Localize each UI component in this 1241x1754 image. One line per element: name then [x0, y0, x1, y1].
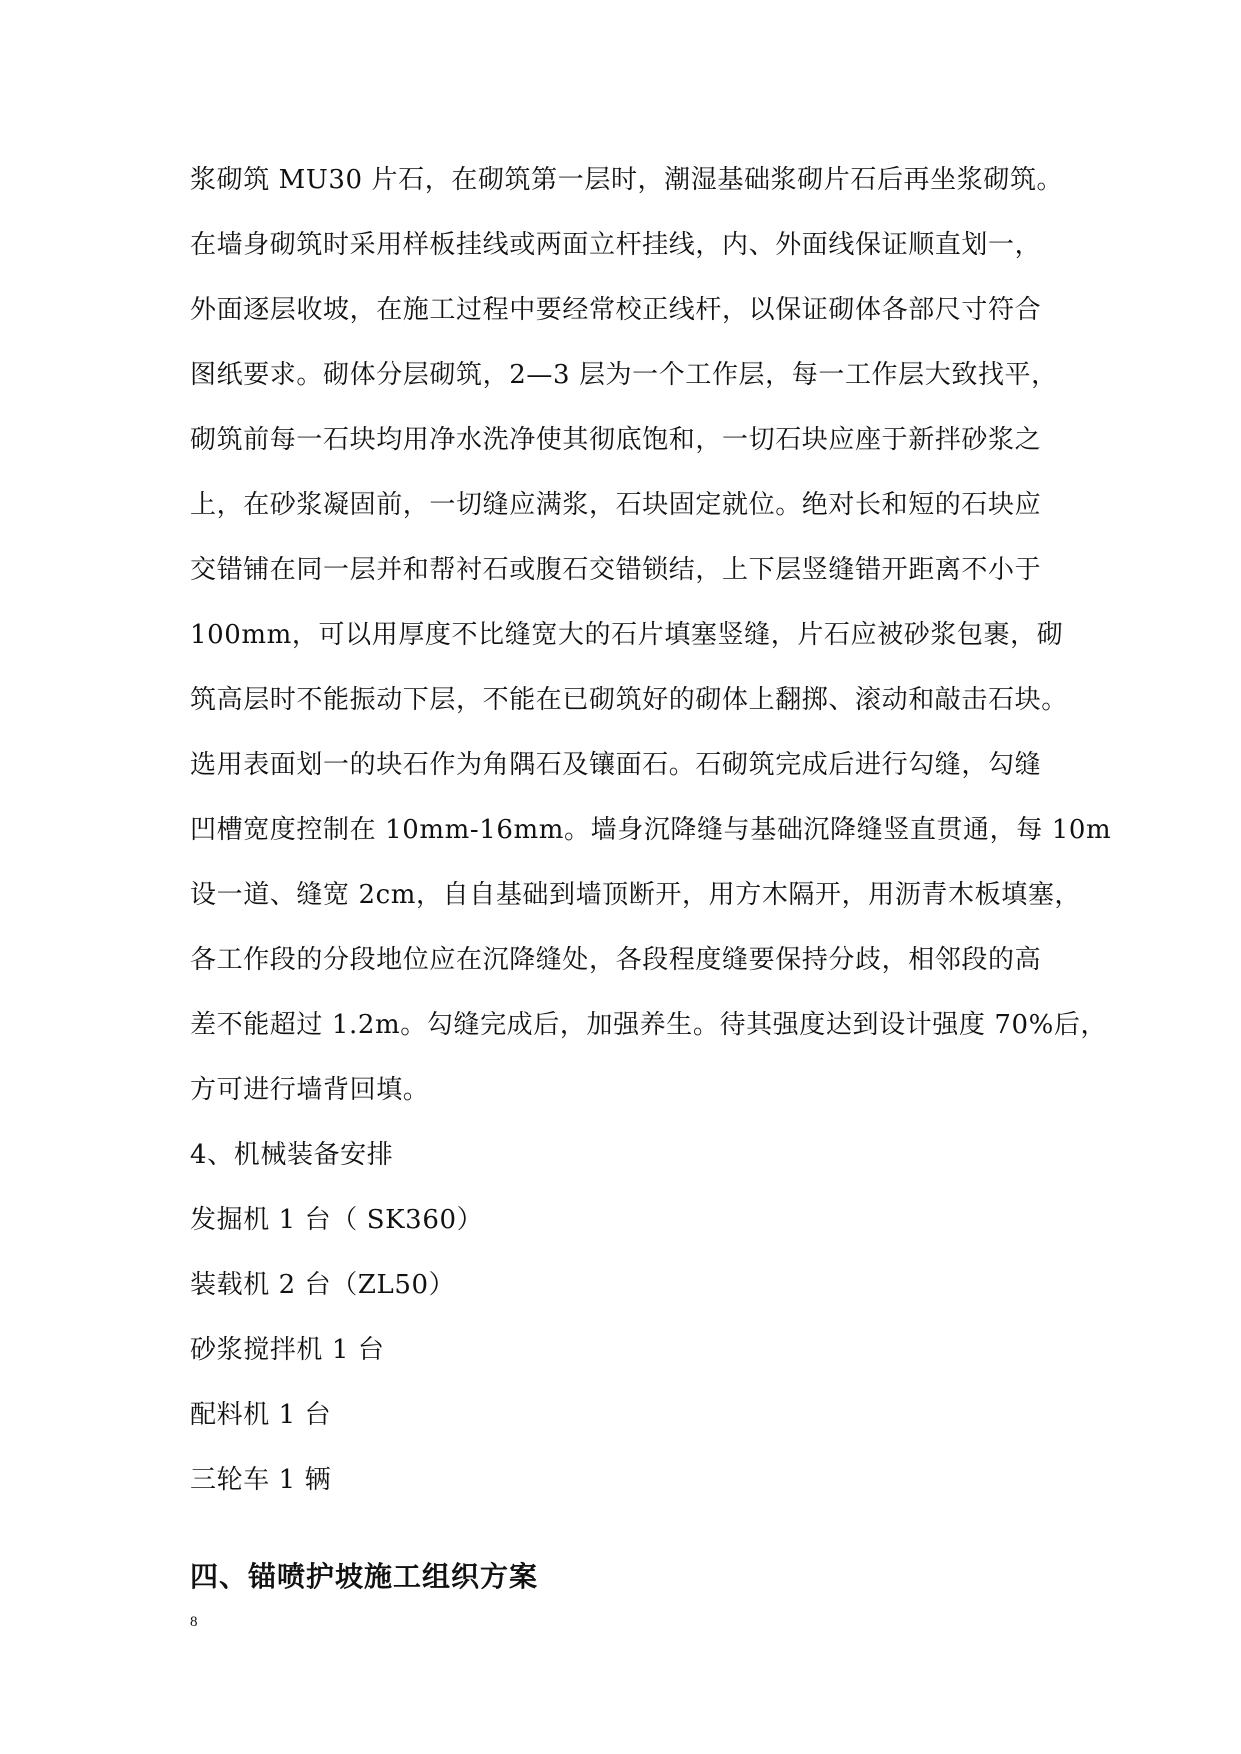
paragraph-line: 方可进行墙背回填。 — [190, 1075, 430, 1105]
paragraph-line: 设一道、缝宽 2cm，自自基础到墙顶断开，用方木隔开，用沥青木板填塞， — [190, 880, 1082, 910]
paragraph-line: 图纸要求。砌体分层砌筑，2—3 层为一个工作层，每一工作层大致找平， — [190, 360, 1058, 390]
equipment-item: 三轮车 1 辆 — [190, 1465, 332, 1495]
page-number: 8 — [190, 1614, 198, 1630]
equipment-item: 砂浆搅拌机 1 台 — [190, 1335, 385, 1365]
equipment-item: 装载机 2 台（ZL50） — [190, 1270, 456, 1300]
equipment-item: 配料机 1 台 — [190, 1400, 332, 1430]
section-spacer — [190, 1525, 1060, 1557]
paragraph-line: 100mm，可以用厚度不比缝宽大的石片填塞竖缝，片石应被砂浆包裹，砌 — [190, 620, 1064, 650]
equipment-subsection — [190, 1135, 1060, 1525]
paragraph-line: 各工作段的分段地位应在沉降缝处，各段程度缝要保持分歧，相邻段的高 — [190, 945, 1042, 975]
paragraph-line: 差不能超过 1.2m。勾缝完成后，加强养生。待其强度达到设计强度 70%后， — [190, 1010, 1108, 1040]
paragraph-line: 上，在砂浆凝固前，一切缝应满浆，石块固定就位。绝对长和短的石块应 — [190, 490, 1042, 520]
equipment-item: 发掘机 1 台（ SK360） — [190, 1205, 484, 1235]
paragraph-line: 凹槽宽度控制在 10mm-16mm。墙身沉降缝与基础沉降缝竖直贯通，每 10m — [190, 815, 1112, 845]
section-heading: 四、锚喷护坡施工组织方案 — [190, 1560, 539, 1593]
paragraph-line: 砌筑前每一石块均用净水洗净使其彻底饱和，一切石块应座于新拌砂浆之 — [190, 425, 1042, 455]
paragraph-line: 选用表面划一的块石作为角隅石及镶面石。石砌筑完成后进行勾缝，勾缝 — [190, 750, 1042, 780]
paragraph-line: 浆砌筑 MU30 片石，在砌筑第一层时，潮湿基础浆砌片石后再坐浆砌筑。 — [190, 165, 1064, 195]
paragraph-line: 筑高层时不能振动下层，不能在已砌筑好的砌体上翻掷、滚动和敲击石块。 — [190, 685, 1068, 715]
page-content — [190, 160, 1112, 1597]
subsection-title: 4、机械装备安排 — [190, 1140, 394, 1170]
paragraph-line: 外面逐层收坡，在施工过程中要经常校正线杆，以保证砌体各部尺寸符合 — [190, 295, 1042, 325]
paragraph-line: 交错铺在同一层并和帮衬石或腹石交错锁结，上下层竖缝错开距离不小于 — [190, 555, 1042, 585]
body-paragraph — [190, 160, 1112, 1135]
paragraph-line: 在墙身砌筑时采用样板挂线或两面立杆挂线，内、外面线保证顺直划一， — [190, 230, 1042, 260]
